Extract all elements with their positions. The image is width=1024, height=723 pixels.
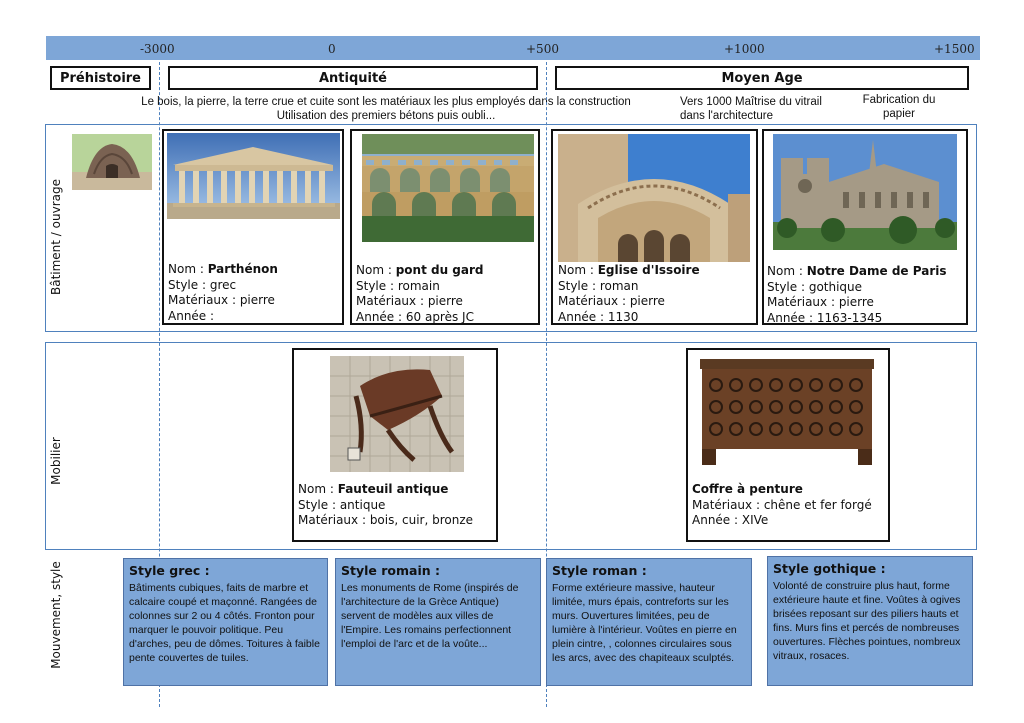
period-moyen-age: Moyen Age xyxy=(555,66,969,90)
coffre-image xyxy=(696,355,878,467)
parthenon-materials: pierre xyxy=(239,293,275,307)
parthenon-info: Nom : Parthénon Style : grec Matériaux : pierre Année : xyxy=(168,262,278,323)
tick-1500: +1500 xyxy=(934,42,975,56)
style-text-roman: Forme extérieure massive, hauteur limitée, murs épais, contreforts sur les murs. Ouvertures limitées, peu de lumière à l'intérieur. Voûtes en pierre en plein cintre, , colonnes circulaires sous les arcs, avec des chapiteaux sculptés. xyxy=(552,582,737,664)
style-text-gothique: Volonté de construire plus haut, forme extérieure haute et fine. Voûtes à ogives brisées reposant sur des piliers hauts et fins. Murs fins et percés de nombreuses ouvertures. Flèches pointues, nombreux vitraux, rosaces. xyxy=(773,580,961,662)
fauteuil-name: Fauteuil antique xyxy=(337,482,449,496)
papier-note: Fabrication du papier xyxy=(862,94,936,120)
fauteuil-materials: bois, cuir, bronze xyxy=(369,513,474,527)
parthenon-image xyxy=(167,133,340,219)
coffre-info: Coffre à penture Matériaux : chêne et fer forgé Année : XIVe xyxy=(692,482,872,527)
row-label-batiment: Bâtiment / ouvrage xyxy=(49,179,63,296)
pont-du-gard-style: romain xyxy=(397,278,440,293)
style-box-grec xyxy=(123,558,328,686)
vitrail-note: Vers 1000 Maîtrise du vitrail dans l'architecture xyxy=(680,96,822,122)
materials-note-line1: Le bois, la pierre, la terre crue et cuite sont les matériaux les plus employés dans la construction xyxy=(141,96,631,108)
eglise-issoire-style: roman xyxy=(599,278,639,293)
coffre-year: XIVe xyxy=(741,513,769,527)
fauteuil-image xyxy=(330,356,464,472)
pont-du-gard-image xyxy=(362,134,534,242)
style-title-grec: Style grec : xyxy=(129,563,210,578)
eglise-issoire-info: Nom : Eglise d'Issoire Style : roman Matériaux : pierre Année : 1130 xyxy=(558,263,700,324)
eglise-issoire-image xyxy=(558,134,750,262)
style-title-romain: Style romain : xyxy=(341,563,440,578)
eglise-issoire-year: 1130 xyxy=(607,309,639,324)
style-box-romain xyxy=(335,558,541,686)
notre-dame-info: Nom : Notre Dame de Paris Style : gothique Matériaux : pierre Année : 1163-1345 xyxy=(767,264,947,325)
tick-1000: +1000 xyxy=(724,42,765,56)
prehistoric-hut-image xyxy=(72,134,152,190)
style-box-gothique xyxy=(767,556,973,686)
fauteuil-style: antique xyxy=(339,497,386,512)
coffre-title: Coffre à penture xyxy=(692,482,803,496)
notre-dame-image xyxy=(773,134,957,250)
period-antiquite: Antiquité xyxy=(168,66,538,90)
tick-500: +500 xyxy=(526,42,559,56)
coffre-materials: chêne et fer forgé xyxy=(763,497,872,512)
eglise-issoire-name: Eglise d'Issoire xyxy=(597,263,700,277)
eglise-issoire-materials: pierre xyxy=(629,294,665,308)
row-label-mobilier: Mobilier xyxy=(49,437,63,485)
notre-dame-materials: pierre xyxy=(838,295,874,309)
pont-du-gard-name: pont du gard xyxy=(395,263,484,277)
parthenon-style: grec xyxy=(209,277,237,292)
materials-note-line2: Utilisation des premiers bétons puis oubli... xyxy=(276,110,496,122)
row-label-mouvement: Mouvement, style xyxy=(49,561,63,669)
tick-0: 0 xyxy=(328,42,336,56)
tick-minus-3000: -3000 xyxy=(140,42,175,56)
pont-du-gard-info: Nom : pont du gard Style : romain Matériaux : pierre Année : 60 après JC xyxy=(356,263,484,324)
notre-dame-style: gothique xyxy=(808,279,863,294)
materials-note xyxy=(106,95,666,123)
style-text-romain: Les monuments de Rome (inspirés de l'architecture de la Grèce Antique) servent de modèles aux villes de l'Empire. Les romains perfectionnent l'emploi de l'arc et de la voûte... xyxy=(341,582,519,650)
style-title-roman: Style roman : xyxy=(552,563,647,578)
notre-dame-name: Notre Dame de Paris xyxy=(806,264,947,278)
timeline-bar xyxy=(46,36,980,60)
pont-du-gard-year: 60 après JC xyxy=(405,309,474,324)
style-title-gothique: Style gothique : xyxy=(773,561,886,576)
period-prehistoire: Préhistoire xyxy=(50,66,151,90)
notre-dame-year: 1163-1345 xyxy=(816,310,883,325)
pont-du-gard-materials: pierre xyxy=(427,294,463,308)
parthenon-name: Parthénon xyxy=(207,262,278,276)
fauteuil-info: Nom : Fauteuil antique Style : antique Matériaux : bois, cuir, bronze xyxy=(298,482,474,527)
style-text-grec: Bâtiments cubiques, faits de marbre et calcaire coupé et maçonné. Rangées de colonnes sur 2 ou 4 côtés. Fronton pour marquer le pouvoir politique. Peu d'arches, peu de dômes. Toitures à faible pente couvertes de tuiles. xyxy=(129,582,320,664)
style-box-roman xyxy=(546,558,752,686)
